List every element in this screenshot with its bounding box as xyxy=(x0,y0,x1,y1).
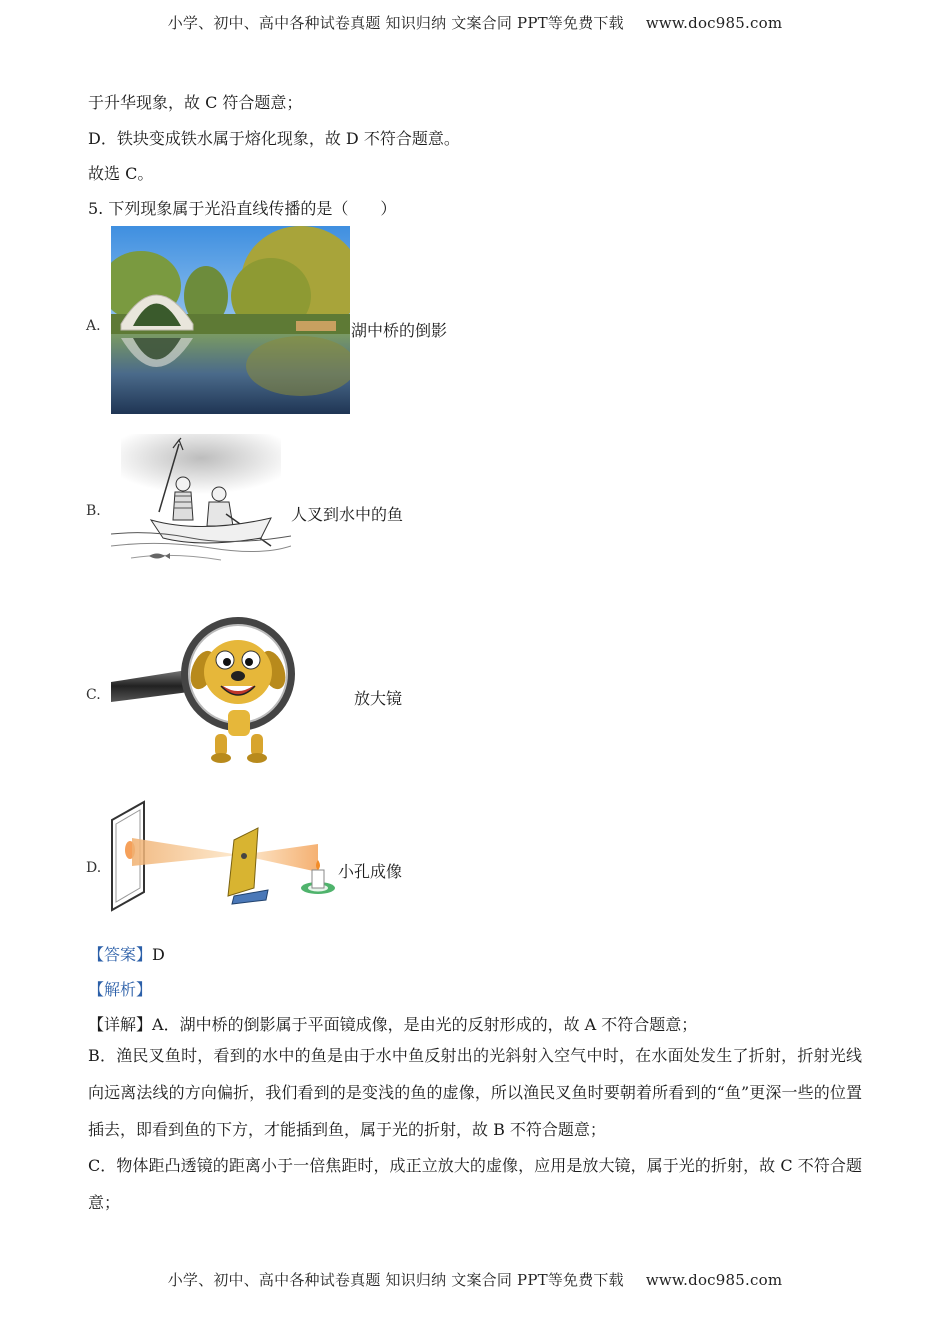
analysis-label: 【解析】 xyxy=(88,980,153,999)
option-a-letter: A. xyxy=(86,318,101,334)
analysis-line xyxy=(88,977,152,1000)
prev-answer-line-3: 故选 C。 xyxy=(88,164,154,183)
option-d-letter: D. xyxy=(86,860,102,876)
page-header xyxy=(0,12,950,33)
magnifying-glass-dog-cartoon xyxy=(111,610,301,770)
detail-label: 【详解】 xyxy=(88,1015,153,1034)
answer-label: 【答案】 xyxy=(88,945,153,964)
fisherman-spearing-fish-drawing xyxy=(111,434,291,574)
option-a-image xyxy=(111,226,350,414)
answer-value: D xyxy=(152,945,165,964)
option-c-caption: 放大镜 xyxy=(354,689,403,708)
prev-answer-line-2: D．铁块变成铁水属于熔化现象，故 D 不符合题意。 xyxy=(88,129,460,148)
option-d-caption: 小孔成像 xyxy=(338,862,403,881)
detail-c: C．物体距凸透镜的距离小于一倍焦距时，成正立放大的虚像，应用是放大镜，属于光的折射，故 C 不符合题意； xyxy=(88,1156,862,1212)
option-b-image xyxy=(111,434,291,574)
prev-answer-line-1: 于升华现象，故 C 符合题意； xyxy=(88,93,303,112)
page-footer xyxy=(0,1269,950,1290)
footer-site[interactable]: www.doc985.com xyxy=(645,1271,783,1289)
footer-text: 小学、初中、高中各种试卷真题 知识归纳 文案合同 PPT等免费下载 xyxy=(167,1271,624,1289)
question-stem: 5. 下列现象属于光沿直线传播的是（ ） xyxy=(88,199,397,218)
option-a-caption: 湖中桥的倒影 xyxy=(351,321,448,340)
detail-line-a xyxy=(88,1012,697,1035)
detail-b: B．渔民叉鱼时，看到的水中的鱼是由于水中鱼反射出的光斜射入空气中时，在水面处发生了折射，折射光线向远离法线的方向偏折，我们看到的是变浅的鱼的虚像，所以渔民叉鱼时要朝着所看到的“鱼”更深一些的位置插去，即看到鱼的下方，才能插到鱼，属于光的折射，故 B 不符合题意； xyxy=(88,1046,862,1139)
answer-line xyxy=(88,942,165,965)
option-b-caption: 人叉到水中的鱼 xyxy=(291,505,404,524)
detail-a: A．湖中桥的倒影属于平面镜成像，是由光的反射形成的，故 A 不符合题意； xyxy=(152,1015,698,1034)
header-site[interactable]: www.doc985.com xyxy=(645,14,783,32)
header-text: 小学、初中、高中各种试卷真题 知识归纳 文案合同 PPT等免费下载 xyxy=(167,14,624,32)
option-c-letter: C. xyxy=(86,687,101,703)
bridge-reflection-photo xyxy=(111,226,350,414)
option-c-image xyxy=(111,610,301,770)
option-d-image xyxy=(108,800,340,912)
pinhole-camera-diagram xyxy=(108,800,340,912)
option-b-letter: B. xyxy=(86,503,101,519)
